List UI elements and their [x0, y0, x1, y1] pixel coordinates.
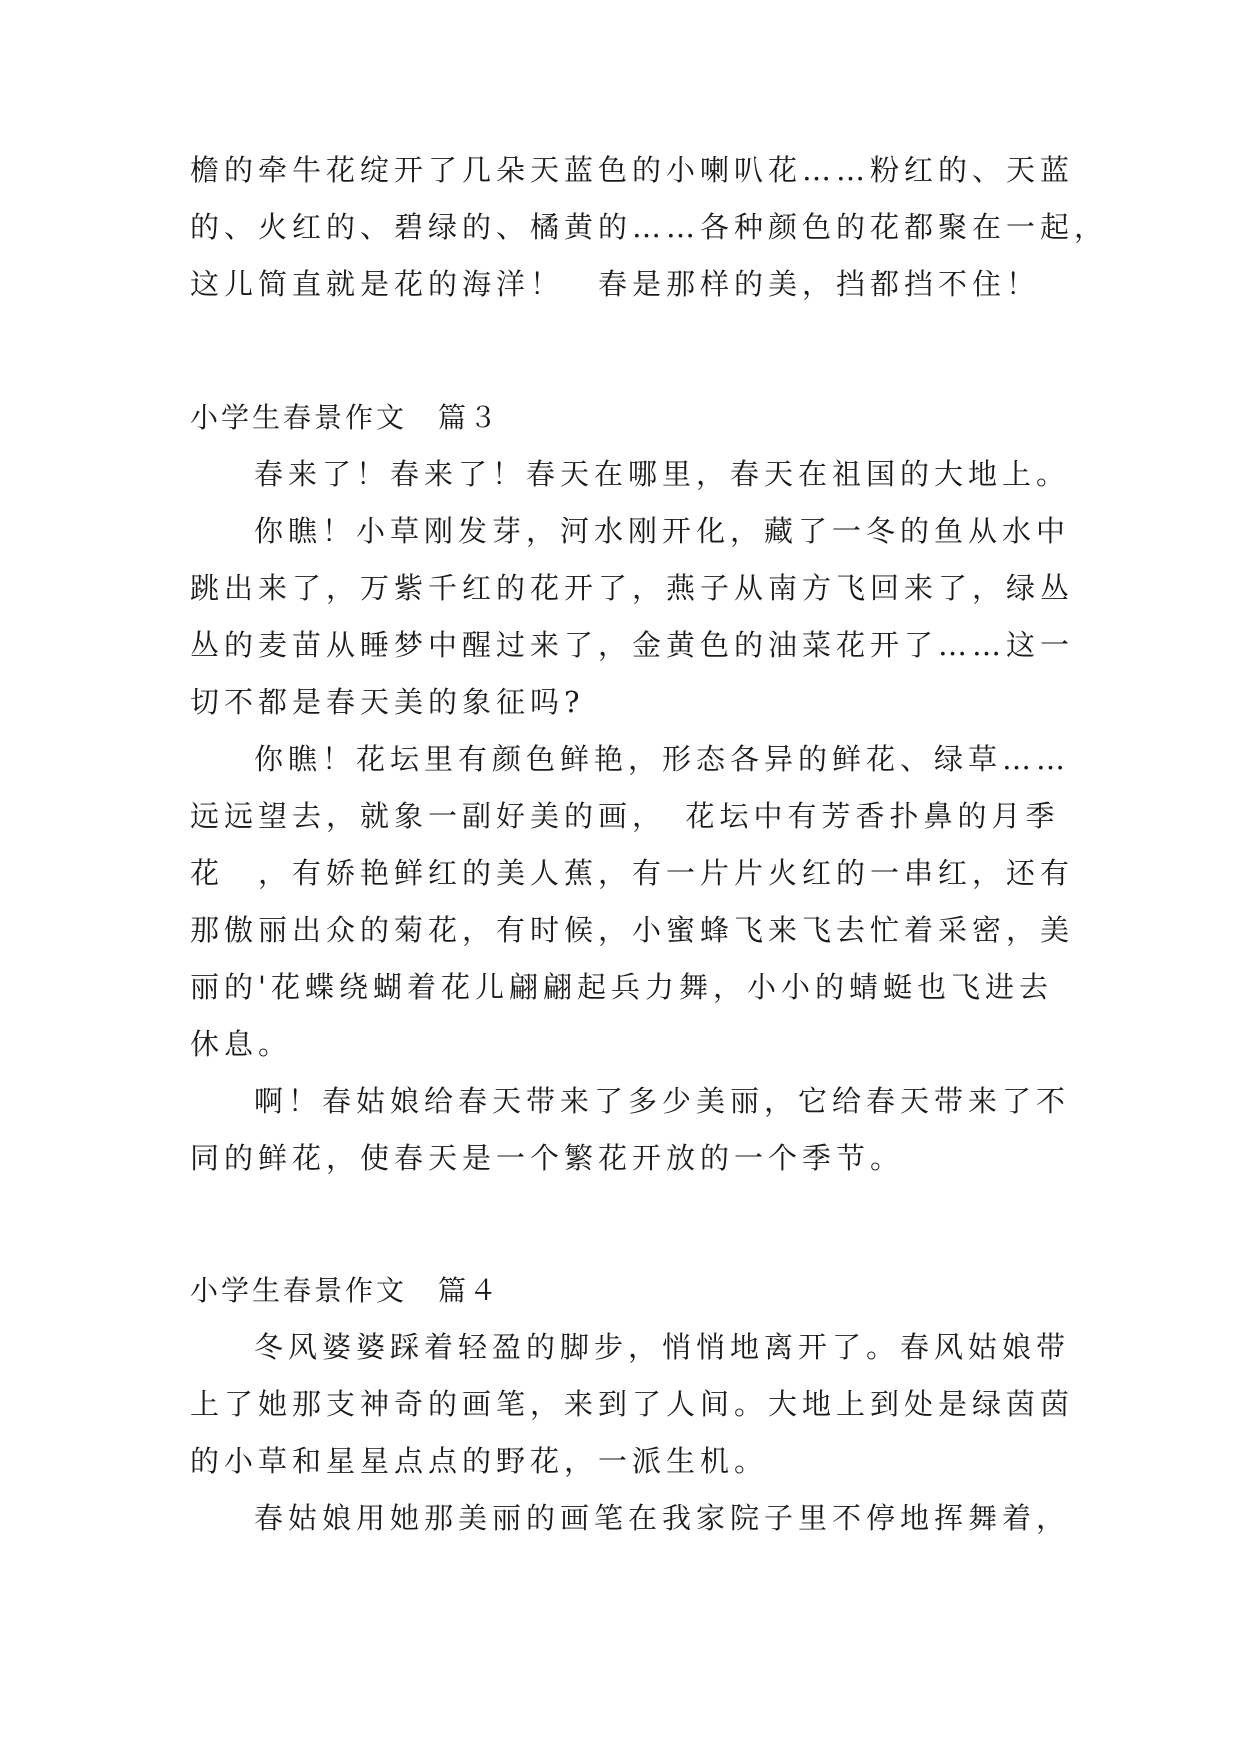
- paragraph-line: 跳出来了，万紫千红的花开了，燕子从南方飞回来了，绿丛: [190, 571, 1075, 605]
- paragraph-line: 同的鲜花，使春天是一个繁花开放的一个季节。: [190, 1141, 905, 1175]
- paragraph-line: 花 ，有娇艳鲜红的美人蕉，有一片片火红的一串红，还有: [190, 856, 1075, 890]
- paragraph-line: 春姑娘用她那美丽的画笔在我家院子里不停地挥舞着，: [254, 1501, 1071, 1535]
- text-line: 这儿简直就是花的海洋！ 春是那样的美，挡都挡不住！: [190, 267, 1041, 301]
- paragraph-line: 你瞧！花坛里有颜色鲜艳，形态各异的鲜花、绿草……: [254, 742, 1071, 776]
- paragraph-line: 丛的麦苗从睡梦中醒过来了，金黄色的油菜花开了……这一: [190, 628, 1075, 662]
- paragraph-line: 冬风婆婆踩着轻盈的脚步，悄悄地离开了。春风姑娘带: [254, 1330, 1071, 1364]
- paragraph-line: 啊！春姑娘给春天带来了多少美丽，它给春天带来了不: [254, 1084, 1071, 1118]
- paragraph-line: 远远望去，就象一副好美的画， 花坛中有芳香扑鼻的月季: [190, 799, 1060, 833]
- section-heading: 小学生春景作文 篇３: [190, 401, 501, 434]
- paragraph-line: 那傲丽出众的菊花，有时候，小蜜蜂飞来飞去忙着采密，美: [190, 913, 1075, 947]
- paragraph-line: 的小草和星星点点的野花，一派生机。: [190, 1444, 769, 1478]
- paragraph-line: 休息。: [190, 1027, 293, 1061]
- text-line: 的、火红的、碧绿的、橘黄的……各种颜色的花都聚在一起，: [190, 210, 1109, 244]
- paragraph-line: 春来了！春来了！春天在哪里，春天在祖国的大地上。: [254, 457, 1071, 491]
- paragraph-line: 丽的'花蝶绕蝴着花儿翩翩起兵力舞，小小的蜻蜓也飞进去: [190, 970, 1053, 1004]
- paragraph-line: 切不都是春天美的象征吗?: [190, 685, 585, 719]
- section-heading: 小学生春景作文 篇４: [190, 1274, 501, 1307]
- paragraph-line: 你瞧！小草刚发芽，河水刚开化，藏了一冬的鱼从水中: [254, 514, 1071, 548]
- paragraph-line: 上了她那支神奇的画笔，来到了人间。大地上到处是绿茵茵: [190, 1387, 1075, 1421]
- text-line: 檐的牵牛花绽开了几朵天蓝色的小喇叭花……粉红的、天蓝: [190, 153, 1075, 187]
